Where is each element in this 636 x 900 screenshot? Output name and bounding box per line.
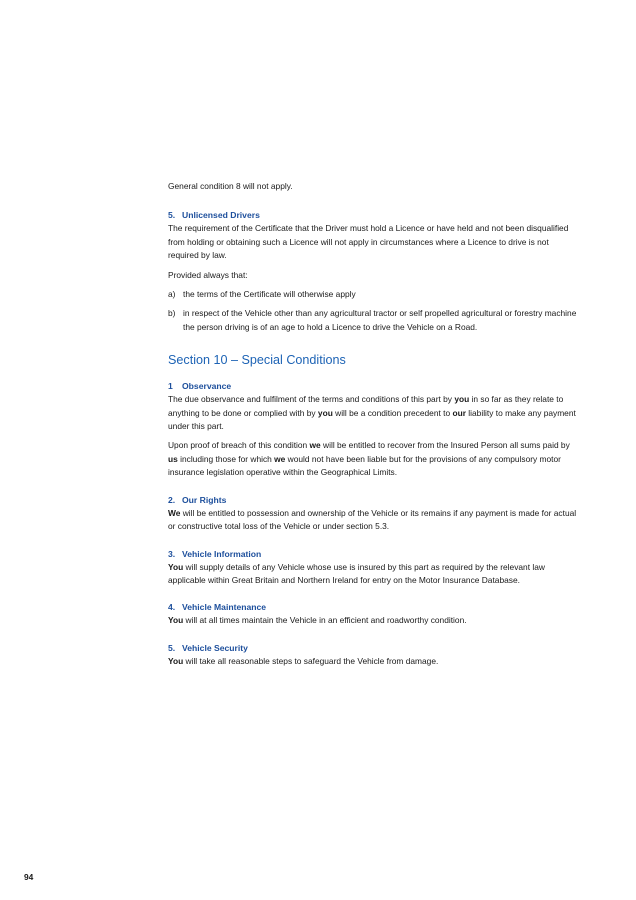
vehicle-information-heading [168,548,580,561]
proviso-text: Provided always that: [168,269,248,280]
text-run: will take all reasonable steps to safeguard the Vehicle from damage. [183,655,439,666]
heading-number: 1 [168,381,173,392]
section-title: Section 10 – Special Conditions [168,353,346,368]
list-marker: b) [168,308,176,319]
vehicle-maintenance-heading [168,601,580,614]
observance-heading [168,380,580,393]
heading-title: Our Rights [182,494,227,505]
defined-term: you [454,394,470,405]
defined-term: us [168,453,178,464]
defined-term: We [168,507,181,518]
our-rights-heading [168,494,580,507]
defined-term: you [317,407,333,418]
text-run: including those for which [177,453,275,464]
heading-title: Unlicensed Drivers [182,210,260,221]
heading-number: 5. [168,210,176,221]
heading-title: Observance [182,381,232,392]
list-item [168,307,580,334]
defined-term: we [309,440,321,451]
list-text: the terms of the Certificate will otherwise apply [183,289,356,300]
text-run: will be a condition precedent to [332,407,453,418]
unlicensed-drivers-body: The requirement of the Certificate that the Driver must hold a Licence or have held and not been disqualified from holding or obtaining such a Licence will not apply in circumstances where a Licence to drive is not required by law. [168,223,569,261]
text-run: in so far as they relate to anything to be done or complied with by [168,394,564,418]
text-run: would not have been liable but for the provisions of any compulsory motor insurance legislation operative within the Geographical Limits. [168,453,561,478]
observance-paragraph-2 [168,439,580,479]
defined-term: You [168,655,184,666]
page-number: 94 [24,872,34,882]
observance-paragraph-1 [168,393,580,433]
vehicle-information-body [168,561,580,588]
list-item [168,288,580,301]
defined-term: You [168,615,184,626]
our-rights-body [168,507,580,534]
text-run: will be entitled to possession and ownership of the Vehicle or its remains if any payment is made for actual or constructive total loss of the Vehicle or under section 5.3. [168,507,577,532]
text-run: will be entitled to recover from the Insured Person all sums paid by [320,440,570,451]
vehicle-maintenance-body [168,614,580,627]
vehicle-security-heading [168,642,580,655]
heading-number: 4. [168,602,176,613]
unlicensed-drivers-heading [168,209,580,222]
text-run: will at all times maintain the Vehicle in an efficient and roadworthy condition. [183,615,467,626]
heading-title: Vehicle Security [182,642,248,653]
intro-text: General condition 8 will not apply. [168,181,293,191]
defined-term: our [452,407,466,418]
text-run: Upon proof of breach of this condition [168,440,310,451]
heading-number: 3. [168,548,176,559]
text-run: liability to make any payment under this part. [168,407,576,432]
text-run: The due observance and fulfilment of the terms and conditions of this part by [168,394,455,405]
list-marker: a) [168,289,176,300]
heading-number: 2. [168,494,176,505]
page-content [168,180,580,668]
vehicle-security-body [168,655,580,668]
defined-term: we [274,453,286,464]
heading-title: Vehicle Maintenance [182,602,267,613]
defined-term: You [168,561,184,572]
text-run: will supply details of any Vehicle whose use is insured by this part as required by the relevant law applicable within Great Britain and Northern Ireland for entry on the Motor Insurance Database. [168,561,545,585]
heading-title: Vehicle Information [182,548,262,559]
heading-number: 5. [168,642,176,653]
list-text: in respect of the Vehicle other than any agricultural tractor or self propelled agricultural or forestry machine the person driving is of an age to hold a Licence to drive the Vehicle on a Road. [183,308,577,332]
